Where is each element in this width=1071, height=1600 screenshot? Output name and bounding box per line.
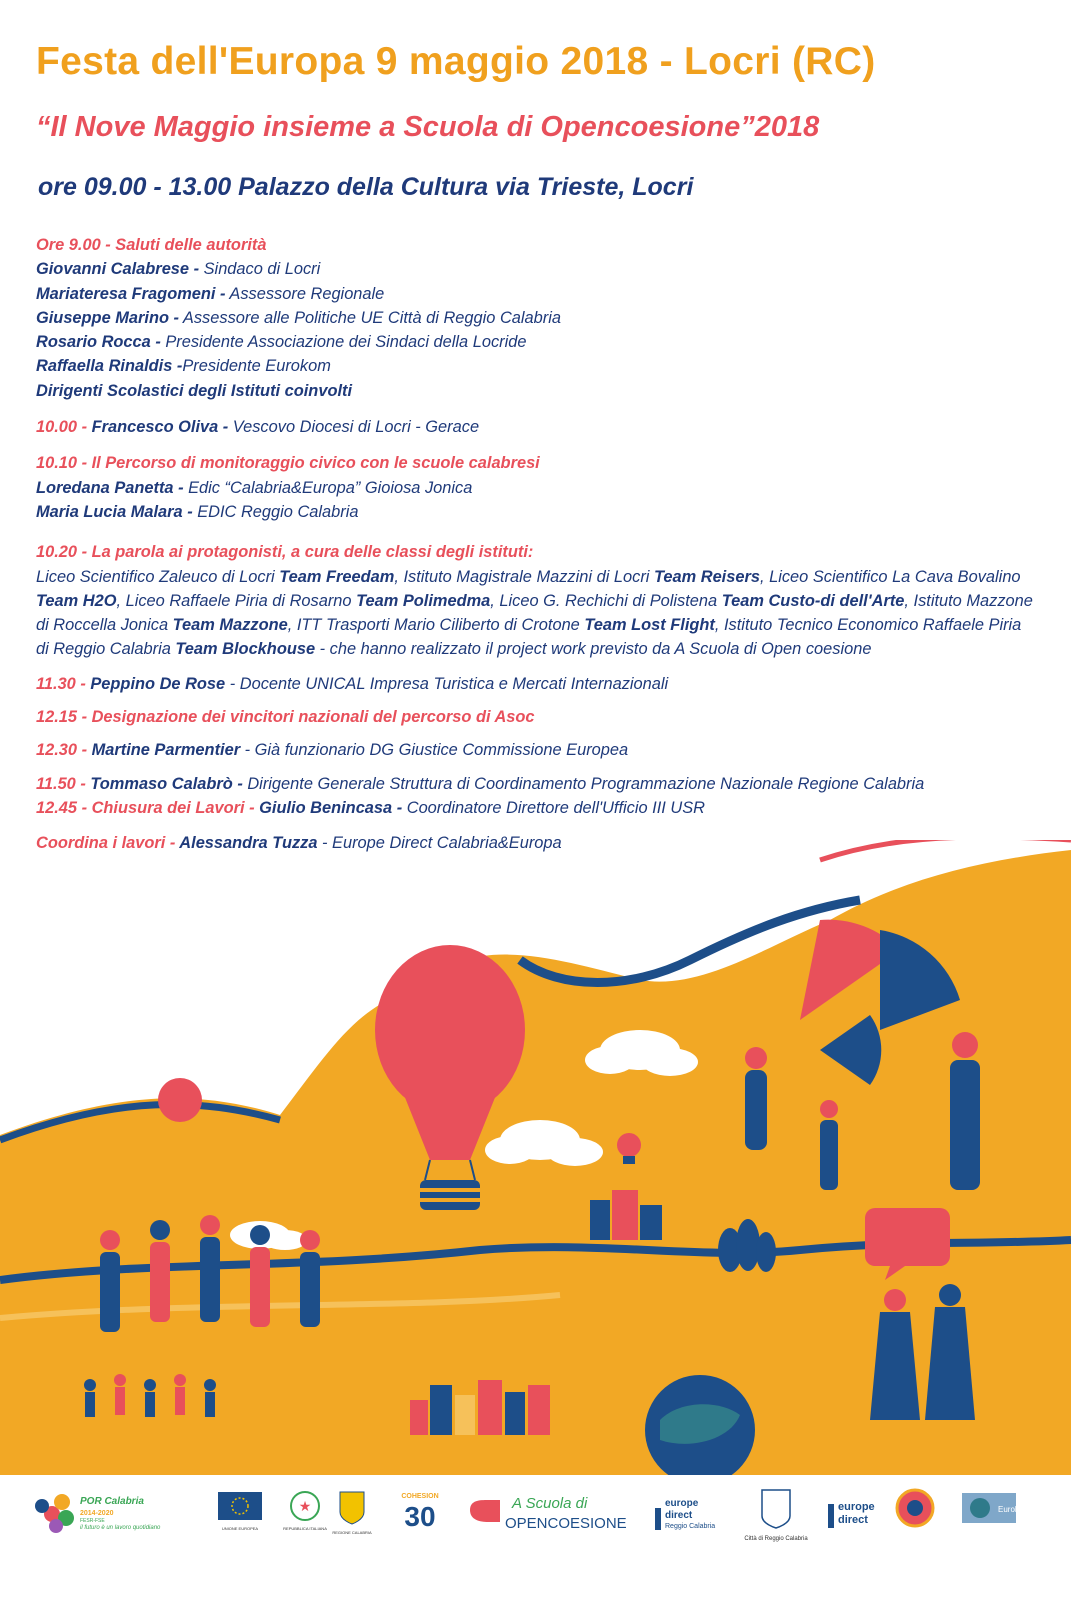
speaker-role: Sindaco di Locri (199, 260, 321, 279)
team-name: Team Freedam (279, 567, 395, 586)
speaker-role: Presidente Associazione dei Sindaci della Locride (160, 333, 527, 352)
school-directors: Dirigenti Scolastici degli Istituti coinvolti (36, 381, 353, 400)
speaker-role: Edic “Calabria&Europa” Gioiosa Jonica (188, 478, 473, 497)
speaker-role: Coordinatore Direttore dell'Ufficio III USR (402, 798, 705, 817)
speaker-role: Presidente Eurokom (182, 357, 331, 376)
item-time: 12.30 - (36, 741, 92, 760)
speaker-role: Vescovo Diocesi di Locri - Gerace (232, 418, 480, 437)
team-name: Team Polimedma (356, 591, 491, 610)
speaker-name: Peppino De Rose (90, 674, 226, 693)
italy-label: REPUBBLICA ITALIANA (283, 1526, 327, 1531)
opening-heading: Ore 9.00 - Saluti delle autorità (36, 236, 267, 254)
item-1010-heading: 10.10 - Il Percorso di monitoraggio civico con le scuole calabresi (36, 454, 540, 473)
speaker-name: Maria Lucia Malara - (36, 502, 198, 521)
eu-flag-logo (218, 1492, 262, 1531)
ed2-line2: direct (838, 1514, 868, 1526)
europe-direct-rc-logo (655, 1498, 715, 1530)
speaker-role: Dirigente Generale Struttura di Coordinamento Programmazione Nazionale Regione Calabria (242, 774, 925, 793)
calabria-region-logo (332, 1492, 372, 1535)
item-time: 12.45 - Chiusura dei Lavori - (36, 798, 260, 817)
speaker-line (36, 476, 1036, 500)
reggio-calabria-city-logo (744, 1490, 808, 1542)
speaker-line (36, 306, 1036, 330)
schools-text: , Istituto Mazzone di Roccella Jonica (36, 591, 1033, 635)
team-name: Team Reisers (653, 567, 760, 586)
coord-label: Coordina i lavori - (36, 834, 180, 853)
schools-text: , ITT Trasporti Mario Ciliberto di Crotone (287, 616, 585, 635)
eurokom-logo (962, 1493, 1030, 1523)
schools-text: , Liceo G. Rechichi di Polistena (490, 591, 722, 610)
speaker-name: Raffaella Rinaldis - (36, 357, 183, 376)
ed2-line1: europe (838, 1501, 875, 1513)
speaker-line (36, 282, 1036, 306)
por-fund: FESR-FSE (80, 1518, 105, 1524)
team-name: Team Blockhouse (175, 640, 316, 659)
illustration (0, 840, 1071, 1475)
por-motto: il futuro è un lavoro quotidiano (80, 1525, 161, 1531)
team-name: Team H2O (36, 591, 117, 610)
speaker-line (36, 354, 1036, 378)
speaker-name: Francesco Oliva - (91, 418, 233, 437)
item-1000 (36, 415, 1036, 439)
cohesion-label: COHESION (401, 1493, 439, 1500)
speaker-name: Giulio Benincasa - (259, 798, 403, 817)
cohesion-30-logo (401, 1493, 438, 1532)
program (36, 233, 1036, 856)
team-name: Team Custo-di dell'Arte (721, 591, 905, 610)
europe-direct-logo (828, 1501, 875, 1528)
item-1245 (36, 796, 1036, 820)
por-years: 2014-2020 (80, 1510, 114, 1517)
ed1-line1: europe (665, 1498, 699, 1509)
ed1-line2: direct (665, 1510, 693, 1521)
team-name: Team Mazzone (172, 616, 288, 635)
speaker-role: - Docente UNICAL Impresa Turistica e Mercati Internazionali (225, 674, 669, 693)
page-subtitle: “Il Nove Maggio insieme a Scuola di Opencoesione”2018 (36, 111, 820, 143)
asoc-line1: A Scuola di (512, 1495, 588, 1512)
schools-text: Liceo Scientifico Zaleuco di Locri (36, 567, 280, 586)
speaker-name: Martine Parmentier (91, 741, 241, 760)
speaker-line (36, 330, 1036, 354)
item-1230 (36, 738, 1036, 762)
page-title: Festa dell'Europa 9 maggio 2018 - Locri (RC) (36, 40, 876, 83)
asoc-logo (470, 1495, 627, 1532)
partner-logos (0, 1478, 1071, 1600)
speaker-line (36, 257, 1036, 281)
cohesion-number: 30 (404, 1501, 436, 1532)
schools-text: , Liceo Raffaele Piria di Rosarno (116, 591, 357, 610)
item-1130 (36, 672, 1036, 696)
speaker-role: Assessore alle Politiche UE Città di Reggio Calabria (178, 308, 562, 327)
locri-crest-logo (897, 1490, 933, 1526)
ed1-line3: Reggio Calabria (665, 1523, 716, 1530)
speaker-name: Alessandra Tuzza (179, 834, 318, 853)
item-time: 11.50 - (36, 774, 91, 793)
speaker-role: - Già funzionario DG Giustice Commissione Europea (240, 741, 629, 760)
speaker-name: Mariateresa Fragomeni - (36, 284, 226, 303)
speaker-line (36, 500, 1036, 524)
por-calabria-logo (35, 1494, 161, 1533)
item-time: 11.30 - (36, 674, 91, 693)
speaker-name: Giuseppe Marino - (36, 308, 179, 327)
speaker-name: Rosario Rocca - (36, 333, 161, 352)
schools-text: , Istituto Magistrale Mazzini di Locri (394, 567, 654, 586)
schools-text: , Liceo Scientifico La Cava Bovalino (759, 567, 1021, 586)
eu-label: UNIONE EUROPEA (221, 1526, 259, 1531)
eurokom-label: Eurokom (998, 1505, 1031, 1514)
schools-text: , Istituto Tecnico Economico Raffaele Piria di Reggio Calabria (36, 616, 1022, 659)
item-time: 10.00 - (36, 418, 92, 437)
speaker-role: EDIC Reggio Calabria (197, 502, 359, 521)
por-title: POR Calabria (80, 1496, 144, 1507)
item-1150 (36, 772, 1036, 796)
speaker-role: Assessore Regionale (225, 284, 385, 303)
svg-text:★: ★ (298, 1498, 312, 1514)
speaker-name: Giovanni Calabrese - (36, 260, 200, 279)
schools-text: - che hanno realizzato il project work previsto da A Scuola di Open coesione (315, 640, 872, 659)
rc-city-label: Città di Reggio Calabria (744, 1536, 808, 1542)
speaker-role: - Europe Direct Calabria&Europa (317, 834, 562, 853)
schools-paragraph (36, 565, 1036, 662)
speaker-name: Tommaso Calabrò - (90, 774, 243, 793)
team-name: Team Lost Flight (584, 616, 715, 635)
time-place: ore 09.00 - 13.00 Palazzo della Cultura via Trieste, Locri (38, 173, 694, 201)
asoc-line2: OPENCOESIONE (505, 1515, 627, 1532)
italy-emblem-logo (283, 1492, 327, 1531)
item-1215: 12.15 - Designazione dei vincitori nazionali del percorso di Asoc (36, 708, 535, 727)
speaker-name: Loredana Panetta - (36, 478, 189, 497)
calabria-label: REGIONE CALABRIA (332, 1530, 372, 1535)
item-1020-heading: 10.20 - La parola ai protagonisti, a cura delle classi degli istituti: (36, 543, 534, 562)
